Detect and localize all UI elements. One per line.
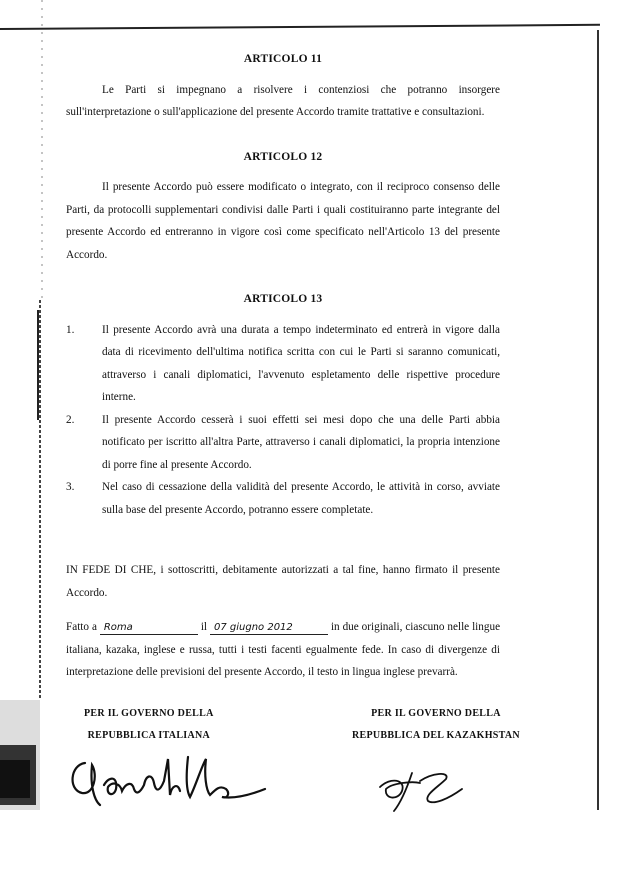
- signatory-italy-line2: REPUBBLICA ITALIANA: [87, 730, 211, 741]
- article-12-text: Il presente Accordo può essere modificato o integrato, con il reciproco consenso delle Parti, da protocolli supplementari condivisi dalle Parti i quali costituiranno parte integrante del presente Accordo ed entreranno in vigore così come specificato nell'Articolo 13 del presente Accordo.: [66, 181, 500, 261]
- scan-edge-line: [0, 24, 600, 30]
- document-body: [66, 48, 500, 696]
- article-12-heading: ARTICOLO 12: [243, 150, 323, 163]
- list-item: [66, 476, 500, 521]
- list-item-text: Nel caso di cessazione della validità del presente Accordo, le attività in corso, avviate sulla base del presente Accordo, potranno essere completate.: [102, 481, 500, 516]
- signatory-kazakhstan: [352, 703, 520, 747]
- list-item-text: Il presente Accordo cesserà i suoi effetti sei mesi dopo che una delle Parti abbia notificato per iscritto all'altra Parte, attraverso i canali diplomatici, la propria intenzione di porre fine al presente Accordo.: [102, 413, 500, 471]
- signatory-kazakhstan-line2: REPUBBLICA DEL KAZAKHSTAN: [352, 730, 520, 741]
- article-13-heading: ARTICOLO 13: [243, 293, 323, 305]
- list-item-number: 2.: [66, 413, 75, 426]
- signatory-kazakhstan-line1: PER IL GOVERNO DELLA: [371, 708, 501, 719]
- scan-margin-noise: [0, 0, 46, 890]
- fatto-prefix: Fatto a: [66, 621, 97, 633]
- list-item: [66, 409, 500, 477]
- list-item-number: 3.: [66, 481, 75, 493]
- in-fede-text: IN FEDE DI CHE, i sottoscritti, debitamente autorizzati a tal fine, hanno firmato il presente Accordo.: [66, 564, 500, 599]
- article-11-heading: ARTICOLO 11: [243, 53, 323, 65]
- signatory-italy-line1: PER IL GOVERNO DELLA: [84, 708, 214, 719]
- italy-signature: [60, 745, 270, 815]
- scan-right-edge: [597, 30, 599, 810]
- list-item-text: Il presente Accordo avrà una durata a tempo indeterminato ed entrerà in vigore dalla data di ricevimento dell'ultima notifica scritta con cui le Parti si saranno comunicati, attraverso i canali diplomatici, l'avvenuto espletamento delle rispettive procedure interne.: [102, 323, 500, 403]
- kazakhstan-signature: [372, 765, 472, 815]
- fatto-il: il: [200, 621, 208, 633]
- signatory-italy: [84, 703, 214, 747]
- list-item: [66, 319, 500, 409]
- fatto-text: [66, 616, 500, 684]
- article-11-text: Le Parti si impegnano a risolvere i contenziosi che potranno insorgere sull'interpretazione o sull'applicazione del presente Accordo tramite trattative e consultazioni.: [66, 83, 500, 118]
- list-item-number: 1.: [66, 323, 75, 336]
- handwritten-date: 07 giugno 2012: [210, 622, 328, 635]
- article-13-list: [66, 319, 500, 522]
- handwritten-city: Roma: [100, 622, 198, 635]
- fatto-rest: in due originali, ciascuno nelle lingue italiana, kazaka, inglese e russa, tutti i testi facenti egualmente fede. In caso di divergenze di interpretazione delle previsioni del presente Accordo, il testo in lingua inglese prevarrà.: [66, 621, 501, 678]
